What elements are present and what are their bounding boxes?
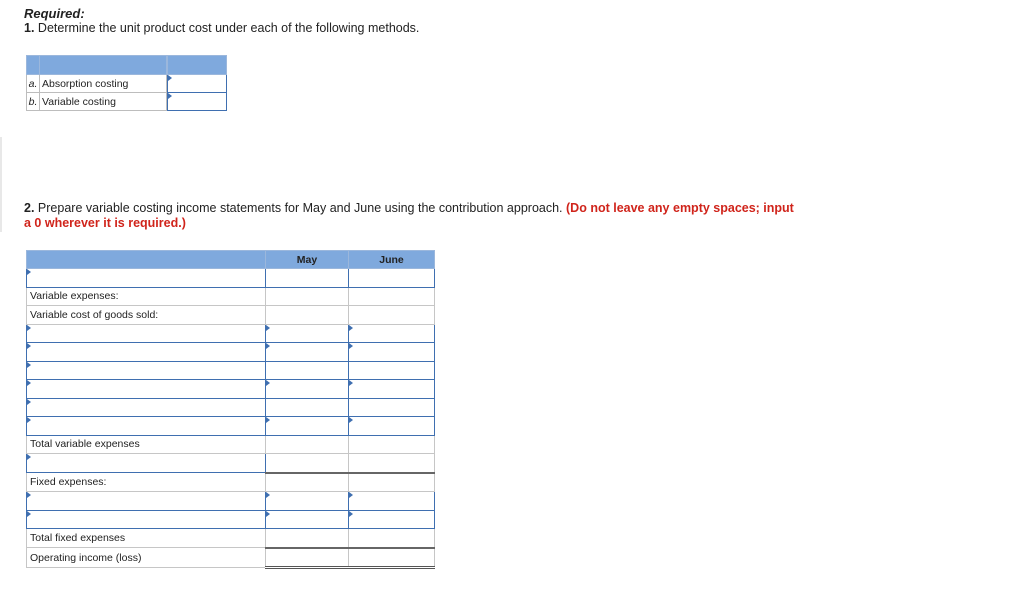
may-total [266, 454, 349, 473]
input-row [27, 398, 435, 417]
june-input[interactable] [349, 398, 435, 417]
may-input[interactable] [266, 343, 349, 362]
june-input[interactable] [349, 324, 435, 343]
page-edge-divider [0, 137, 2, 232]
question-1-number: 1. [24, 21, 35, 35]
input-row [27, 510, 435, 529]
june-input[interactable] [349, 510, 435, 529]
unit-cost-row-variable [27, 93, 227, 111]
may-input[interactable] [266, 398, 349, 417]
june-total [349, 529, 435, 548]
required-heading: Required: [24, 6, 85, 21]
unit-cost-header-row [27, 56, 227, 75]
col-june: June [349, 251, 435, 269]
line-item-select[interactable] [27, 343, 266, 362]
line-item-select[interactable] [27, 454, 266, 473]
row-label: Operating income (loss) [27, 548, 266, 568]
june-input[interactable] [349, 417, 435, 436]
input-row [27, 417, 435, 436]
row-label: Total fixed expenses [27, 529, 266, 548]
may-input[interactable] [266, 269, 349, 288]
line-item-select[interactable] [27, 269, 266, 288]
june-total [349, 454, 435, 473]
variable-cogs-row [27, 306, 435, 325]
operating-income-row [27, 548, 435, 568]
row-label: Variable expenses: [27, 287, 266, 306]
question-2-text: Prepare variable costing income statements for May and June using the contribution approach. [37, 201, 563, 215]
question-1 [24, 21, 419, 35]
row-letter: a. [27, 75, 40, 93]
income-statement-table [26, 250, 435, 569]
june-input[interactable] [349, 361, 435, 380]
row-label: Total variable expenses [27, 435, 266, 454]
row-label: Variable costing [40, 93, 167, 111]
income-header-row [27, 251, 435, 269]
input-row [27, 380, 435, 399]
fixed-expenses-row [27, 473, 435, 492]
sales-row [27, 269, 435, 288]
june-operating-income [349, 548, 435, 568]
variable-cost-input[interactable] [168, 93, 227, 111]
may-input[interactable] [266, 361, 349, 380]
question-1-text: Determine the unit product cost under each of the following methods. [37, 21, 420, 35]
unit-cost-table [26, 55, 227, 111]
line-item-select[interactable] [27, 361, 266, 380]
input-row [27, 361, 435, 380]
may-total [266, 529, 349, 548]
total-variable-row [27, 435, 435, 454]
contribution-margin-row [27, 454, 435, 473]
line-item-select[interactable] [27, 492, 266, 511]
may-input[interactable] [266, 380, 349, 399]
input-row [27, 492, 435, 511]
line-item-select[interactable] [27, 510, 266, 529]
june-input[interactable] [349, 380, 435, 399]
total-fixed-row [27, 529, 435, 548]
line-item-select[interactable] [27, 417, 266, 436]
row-label: Fixed expenses: [27, 473, 266, 492]
june-input[interactable] [349, 343, 435, 362]
june-input[interactable] [349, 492, 435, 511]
june-input[interactable] [349, 269, 435, 288]
input-row [27, 324, 435, 343]
line-item-select[interactable] [27, 380, 266, 399]
row-label: Absorption costing [40, 75, 167, 93]
may-input[interactable] [266, 492, 349, 511]
may-input[interactable] [266, 324, 349, 343]
line-item-select[interactable] [27, 324, 266, 343]
question-2-number: 2. [24, 201, 35, 215]
question-2-note: (Do not leave any empty spaces; input a 0 wherever it is required.) [24, 201, 794, 230]
variable-expenses-row [27, 287, 435, 306]
may-operating-income [266, 548, 349, 568]
absorption-cost-input[interactable] [168, 75, 227, 93]
may-input[interactable] [266, 510, 349, 529]
row-label: Variable cost of goods sold: [27, 306, 266, 325]
input-row [27, 343, 435, 362]
may-input[interactable] [266, 417, 349, 436]
unit-cost-row-absorption [27, 75, 227, 93]
col-may: May [266, 251, 349, 269]
row-letter: b. [27, 93, 40, 111]
line-item-select[interactable] [27, 398, 266, 417]
question-2 [24, 201, 804, 231]
